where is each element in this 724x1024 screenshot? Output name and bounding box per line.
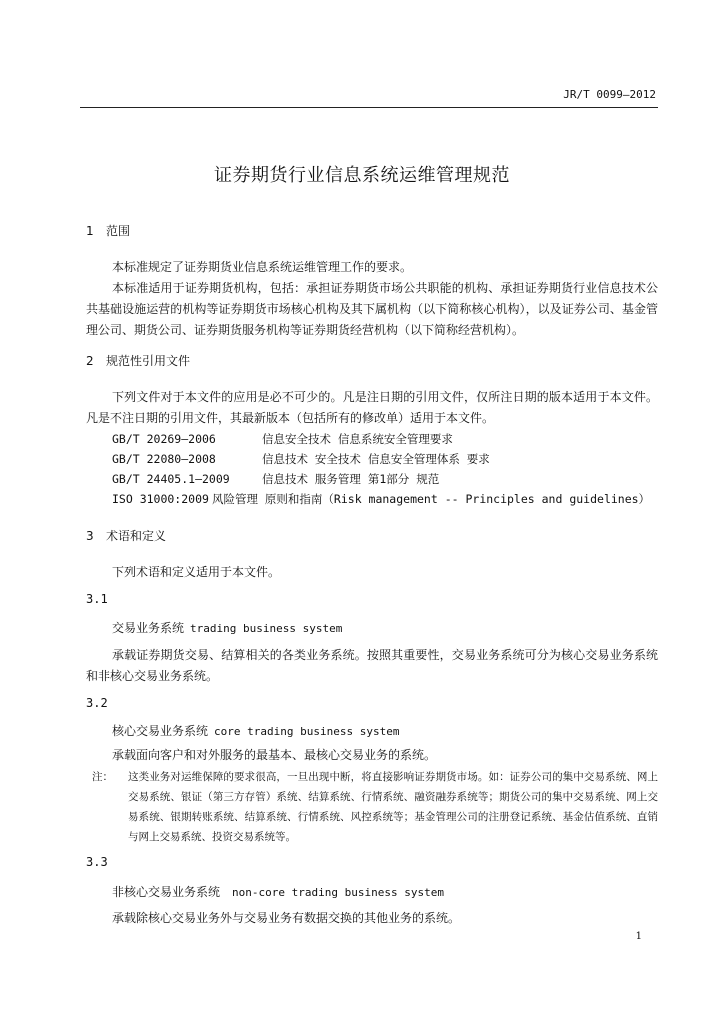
section-3-paragraph-1: 下列术语和定义适用于本文件。 — [112, 565, 281, 579]
reference-item — [112, 451, 490, 467]
section-1-number: 1 — [86, 224, 94, 238]
note-label: 注： — [92, 771, 113, 783]
section-1-paragraph-2: 本标准适用于证券期货机构，包括：承担证券期货市场公共职能的机构、承担证券期货行业信息技术公共基础设施运营的机构等证券期货市场核心机构及其下属机构（以下简称核心机构），以及证券公司、基金管理公司、期货公司、证券期货服务机构等证券期货经营机构（以下简称经营机构）。 — [86, 281, 658, 337]
term-heading — [112, 722, 399, 739]
section-3-title: 术语和定义 — [106, 529, 167, 543]
page-number: 1 — [635, 931, 642, 942]
term-en: non-core trading business system — [232, 886, 444, 899]
term-number: 3.2 — [86, 696, 108, 710]
section-1-paragraph-1: 本标准规定了证券期货业信息系统运维管理工作的要求。 — [112, 260, 413, 274]
section-2-heading — [86, 352, 190, 369]
reference-code: GB/T 20269—2006 — [112, 432, 216, 446]
section-3-heading — [86, 527, 166, 544]
section-1-title: 范围 — [106, 224, 131, 238]
section-1-heading — [86, 222, 130, 239]
reference-item — [112, 471, 439, 487]
term-heading — [112, 619, 342, 636]
reference-name: 信息技术 安全技术 信息安全管理体系 要求 — [262, 452, 490, 466]
reference-code: GB/T 24405.1—2009 — [112, 472, 230, 486]
reference-item — [112, 431, 453, 447]
term-en: trading business system — [190, 622, 343, 635]
reference-code: GB/T 22080—2008 — [112, 452, 216, 466]
term-definition: 承载面向客户和对外服务的最基本、最核心交易业务的系统。 — [112, 748, 437, 762]
term-number: 3.1 — [86, 592, 108, 606]
term-heading — [112, 883, 444, 900]
section-2-number: 2 — [86, 354, 94, 368]
document-title: 证券期货行业信息系统运维管理规范 — [214, 165, 510, 186]
term-zh: 交易业务系统 — [112, 621, 185, 635]
reference-item — [112, 491, 650, 507]
reference-name: 信息技术 服务管理 第1部分 规范 — [262, 472, 440, 486]
reference-name: 风险管理 原则和指南（Risk management -- Principles and guidelines） — [212, 492, 651, 506]
term-zh: 核心交易业务系统 — [112, 724, 209, 738]
section-2-title: 规范性引用文件 — [106, 354, 191, 368]
header-rule — [80, 107, 658, 108]
reference-code: ISO 31000:2009 — [112, 492, 209, 506]
section-3-number: 3 — [86, 529, 94, 543]
term-definition: 承载除核心交易业务外与交易业务有数据交换的其他业务的系统。 — [112, 911, 461, 925]
reference-name: 信息安全技术 信息系统安全管理要求 — [262, 432, 453, 446]
standard-code: JR/T 0099—2012 — [563, 88, 656, 101]
term-en: core trading business system — [214, 725, 400, 738]
term-note — [86, 767, 658, 847]
term-number: 3.3 — [86, 855, 108, 869]
term-definition: 承载证券期货交易、结算相关的各类业务系统。按照其重要性，交易业务系统可分为核心交易业务系统和非核心交易业务系统。 — [86, 648, 658, 683]
note-body: 这类业务对运维保障的要求很高，一旦出现中断，将直接影响证券期货市场。如：证券公司的集中交易系统、网上交易系统、银证（第三方存管）系统、结算系统、行情系统、融资融券系统等；期货公司的集中交易系统、网上交易系统、银期转账系统、结算系统、行情系统、风控系统等；基金管理公司的注册登记系统、基金估值系统、直销与网上交易系统、投资交易系统等。 — [128, 771, 658, 843]
section-2-paragraph-1: 下列文件对于本文件的应用是必不可少的。凡是注日期的引用文件，仅所注日期的版本适用于本文件。凡是不注日期的引用文件，其最新版本（包括所有的修改单）适用于本文件。 — [86, 390, 658, 425]
term-zh: 非核心交易业务系统 — [112, 885, 221, 899]
